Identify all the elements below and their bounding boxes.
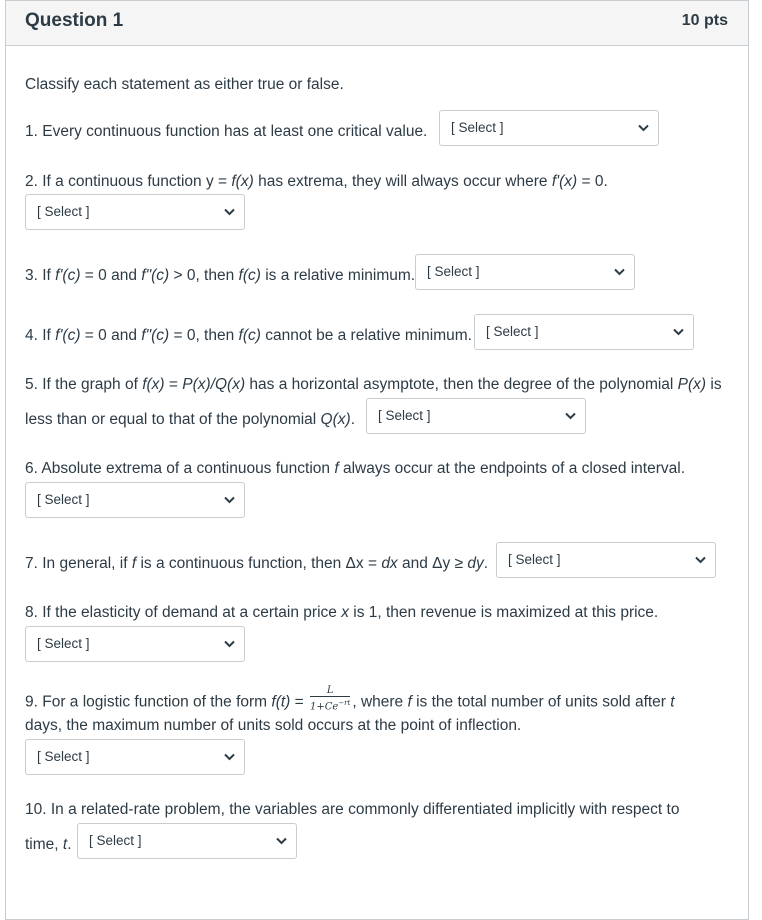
statement-9-line-2: days, the maximum number of units sold occurs at the point of inflection. xyxy=(25,717,522,734)
statement-8: 8. If the elasticity of demand at a certain price x is 1, then revenue is maximized at this price. xyxy=(25,604,659,621)
chevron-down-icon xyxy=(224,640,235,648)
logistic-fraction: $\frac{L}{1+Ce^{-rt}}$ xyxy=(310,685,351,713)
select-statement-2[interactable] xyxy=(25,194,245,230)
select-placeholder: [ Select ] xyxy=(37,749,90,764)
question-points: 10 pts xyxy=(681,12,728,29)
chevron-down-icon xyxy=(565,412,576,420)
chevron-down-icon xyxy=(276,837,287,845)
select-statement-1[interactable] xyxy=(439,110,659,146)
statement-5-line-2: less than or equal to that of the polynomial Q(x). xyxy=(25,411,355,428)
statement-6: 6. Absolute extrema of a continuous function f always occur at the endpoints of a closed interval. xyxy=(25,460,686,477)
chevron-down-icon xyxy=(695,556,706,564)
statement-2: 2. If a continuous function y = f(x) has extrema, they will always occur where f'(x) = 0. xyxy=(25,173,608,190)
question-title: Question 1 xyxy=(25,10,124,31)
select-statement-10[interactable] xyxy=(77,823,297,859)
statement-10-line-2: time, t. xyxy=(25,836,72,853)
chevron-down-icon xyxy=(673,328,684,336)
chevron-down-icon xyxy=(224,208,235,216)
select-statement-7[interactable] xyxy=(496,542,716,578)
statement-10-line-1: 10. In a related-rate problem, the variables are commonly differentiated implicitly with respect to xyxy=(25,801,680,818)
select-placeholder: [ Select ] xyxy=(451,120,504,135)
select-statement-4[interactable] xyxy=(474,314,694,350)
instructions: Classify each statement as either true or false. xyxy=(25,76,344,93)
select-statement-5[interactable] xyxy=(366,398,586,434)
select-statement-6[interactable] xyxy=(25,482,245,518)
question-header xyxy=(6,1,748,46)
select-placeholder: [ Select ] xyxy=(378,408,431,423)
chevron-down-icon xyxy=(614,268,625,276)
statement-4: 4. If f'(c) = 0 and f"(c) = 0, then f(c) cannot be a relative minimum. xyxy=(25,327,472,344)
statement-3: 3. If f'(c) = 0 and f"(c) > 0, then f(c) is a relative minimum. xyxy=(25,267,416,284)
select-placeholder: [ Select ] xyxy=(89,833,142,848)
statement-9-line-1: 9. For a logistic function of the form f(t) = $\frac{L}{1+Ce^{-rt}}$ , where f is the total number of units sold after t xyxy=(25,685,675,713)
chevron-down-icon xyxy=(224,753,235,761)
select-placeholder: [ Select ] xyxy=(486,324,539,339)
select-placeholder: [ Select ] xyxy=(427,264,480,279)
select-statement-9[interactable] xyxy=(25,739,245,775)
statement-5-line-1: 5. If the graph of f(x) = P(x)/Q(x) has a horizontal asymptote, then the degree of the polynomial P(x) is xyxy=(25,376,722,393)
select-placeholder: [ Select ] xyxy=(37,492,90,507)
select-placeholder: [ Select ] xyxy=(37,636,90,651)
select-placeholder: [ Select ] xyxy=(37,204,90,219)
statement-7: 7. In general, if f is a continuous function, then Δx = dx and Δy ≥ dy. xyxy=(25,555,489,572)
select-statement-8[interactable] xyxy=(25,626,245,662)
select-statement-3[interactable] xyxy=(415,254,635,290)
statement-1: 1. Every continuous function has at least one critical value. xyxy=(25,123,428,140)
select-placeholder: [ Select ] xyxy=(508,552,561,567)
chevron-down-icon xyxy=(224,496,235,504)
chevron-down-icon xyxy=(638,124,649,132)
